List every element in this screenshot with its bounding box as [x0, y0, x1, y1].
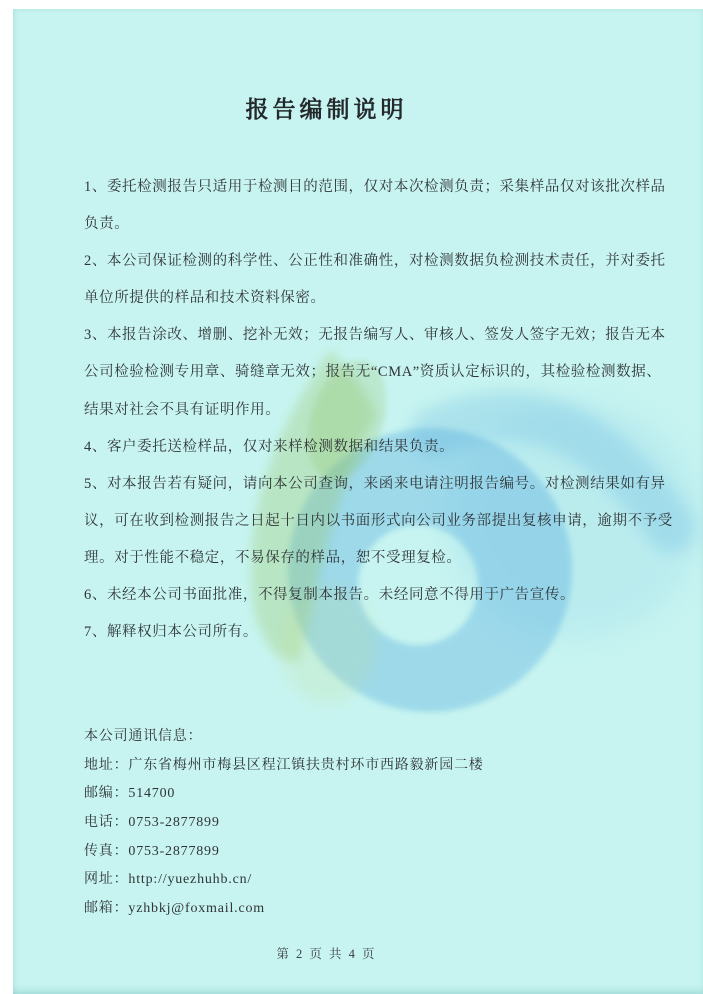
contact-line: 电话：0753-2877899 — [84, 815, 220, 831]
contact-heading: 本公司通讯信息： — [84, 729, 203, 744]
note-line: 单位所提供的样品和技术资料保密。 — [84, 290, 326, 307]
contact-line: 邮编：514700 — [84, 786, 176, 802]
note-line: 4、客户委托送检样品，仅对来样检测数据和结果负责。 — [84, 438, 455, 455]
report-notes — [84, 169, 683, 651]
note-line: 议，可在收到检测报告之日起十日内以书面形式向公司业务部提出复核申请，逾期不予受 — [84, 512, 673, 529]
contact-line: 地址：广东省梅州市梅县区程江镇扶贵村环市西路毅新园二楼 — [84, 757, 484, 773]
note-line: 6、未经本公司书面批准，不得复制本报告。未经同意不得用于广告宣传。 — [84, 587, 576, 604]
page-title: 报告编制说明 — [245, 97, 408, 122]
page-indicator: 第 2 页 共 4 页 — [276, 947, 377, 961]
contact-line: 传真：0753-2877899 — [84, 843, 220, 859]
contact-lines — [84, 752, 683, 924]
note-line: 5、对本报告若有疑问，请向本公司查询，来函来电请注明报告编号。对检测结果如有异 — [84, 475, 666, 492]
report-paper — [13, 9, 703, 994]
note-line: 结果对社会不具有证明作用。 — [84, 401, 281, 418]
note-line: 2、本公司保证检测的科学性、公正性和准确性，对检测数据负检测技术责任，并对委托 — [84, 253, 666, 270]
note-line: 7、解释权归本公司所有。 — [84, 624, 258, 641]
note-line: 1、委托检测报告只适用于检测目的范围，仅对本次检测负责；采集样品仅对该批次样品 — [84, 179, 666, 195]
contact-line: 邮箱：yzhbkj@foxmail.com — [84, 901, 265, 917]
page-footer — [13, 945, 640, 963]
note-line: 公司检验检测专用章、骑缝章无效；报告无“CMA”资质认定标识的，其检验检测数据、 — [84, 364, 662, 381]
note-line: 负责。 — [84, 216, 130, 233]
contact-line: 网址：http://yuezhuhb.cn/ — [84, 872, 253, 888]
note-line: 理。对于性能不稳定，不易保存的样品，恕不受理复检。 — [84, 549, 462, 566]
contact-info — [84, 723, 683, 924]
note-line: 3、本报告涂改、增删、挖补无效；无报告编写人、审核人、签发人签字无效；报告无本 — [84, 327, 666, 344]
